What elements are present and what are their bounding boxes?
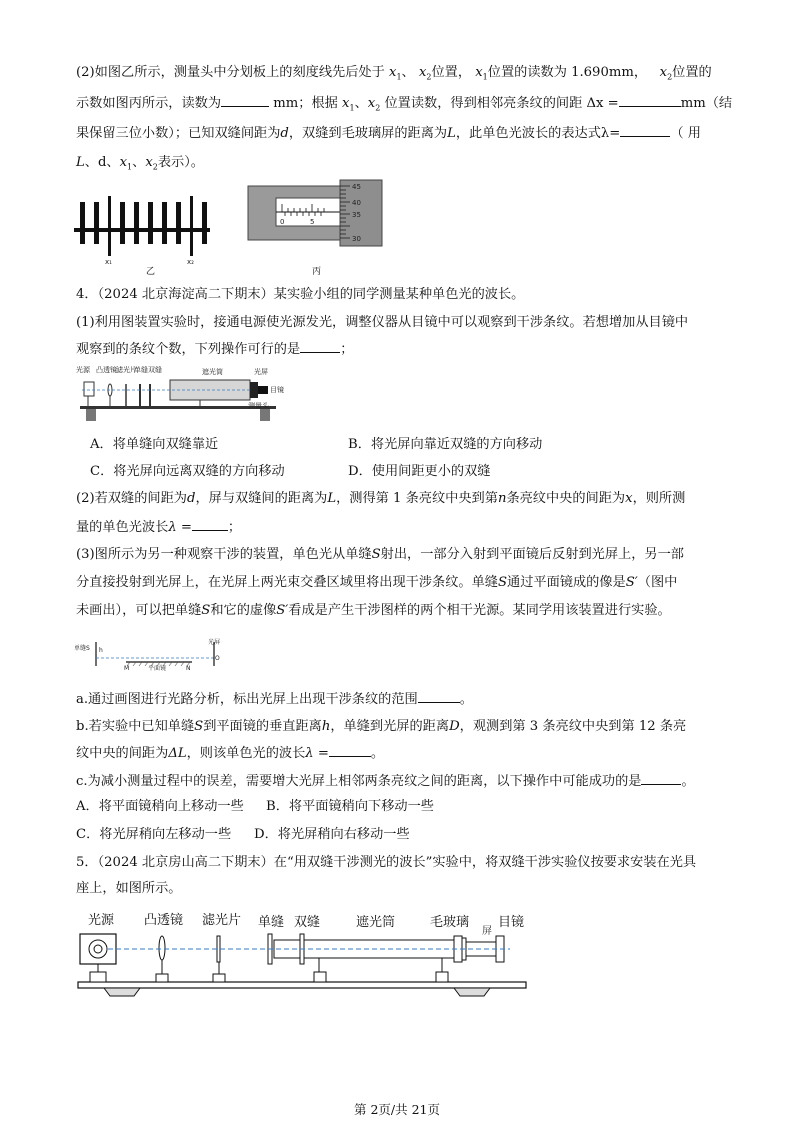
label-single-slit: 单缝 xyxy=(258,915,285,930)
q4-s1-line2: 观察到的条纹个数，下列操作可行的是 ； xyxy=(76,342,354,357)
thimble-35: 35 xyxy=(352,211,361,219)
q4-s3-line2: 分直接投射到光屏上，在光屏上两光束交叠区域里将出现干涉条纹。单缝S通过平面镜成的像是S′（图中 xyxy=(76,575,678,590)
q4-b-line2: 纹中央的间距为ΔL，则该单色光的波长λ = 。 xyxy=(76,746,385,761)
thimble xyxy=(340,180,382,246)
main-scale-0: 0 xyxy=(280,218,285,226)
svg-text:h: h xyxy=(99,647,103,654)
fig-label-yi: 乙 xyxy=(146,267,156,276)
bench-foot-left xyxy=(104,988,140,996)
label-convex-lens: 凸透镜 xyxy=(144,913,184,928)
page-footer: 第 2页/共 21页 xyxy=(353,1102,441,1117)
svg-text:平面镜: 平面镜 xyxy=(148,665,167,672)
bench-foot-right xyxy=(454,988,490,996)
q3-line2: 示数如图丙所示，读数为 mm；根据 $x_1$、$x_2$ 位置读数，得到相邻亮条纹的间距 Δx = mm（结 xyxy=(76,96,733,113)
svg-text:测量头: 测量头 xyxy=(248,402,269,410)
q4-a: a.通过画图进行光路分析，标出光屏上出现干涉条纹的范围 。 xyxy=(76,692,473,707)
answer-blank[interactable] xyxy=(300,340,340,353)
q4-s1-line1: (1)利用图装置实验时，接通电源使光源发光，调整仪器从目镜中可以观察到干涉条纹。若想增加从目镜中 xyxy=(76,315,689,330)
svg-text:凸透镜: 凸透镜 xyxy=(96,366,117,374)
mirror-figure xyxy=(74,638,220,672)
answer-blank[interactable] xyxy=(418,690,460,703)
q4-s2-line1: (2)若双缝的间距为d，屏与双缝间的距离为L，测得第 1 条亮纹中央到第n条亮纹中央的间距为x，则所测 xyxy=(76,491,686,506)
q3-line1: (2)如图乙所示，测量头中分划板上的刻度线先后处于 $x_1$、 $x_2$位置， $x_1$位置的读数为 1.690mm， $x_2$位置的 xyxy=(76,65,712,82)
q4-c-option-c[interactable]: C．将光屏稍向左移动一些 xyxy=(76,827,232,842)
convex-lens xyxy=(159,936,165,960)
q4-c: c.为减小测量过程中的误差，需要增大光屏上相邻两条亮纹之间的距离，以下操作中可能成功的是 。 xyxy=(76,774,695,789)
q4-option-a[interactable]: A．将单缝向双缝靠近 xyxy=(90,437,219,452)
filter xyxy=(217,936,220,962)
label-ground-glass: 毛玻璃 xyxy=(430,915,470,930)
svg-text:光屏: 光屏 xyxy=(254,368,268,376)
q4-s3-line3: 未画出），可以把单缝S和它的虚像S′看成是产生干涉图样的两个相干光源。某同学用该装置进行实验。 xyxy=(76,603,671,618)
q5-title-line1: 5．（2024 北京房山高二下期末）在“用双缝干涉测光的波长”实验中，将双缝干涉实验仪按要求安装在光具 xyxy=(76,855,697,870)
label-filter: 滤光片 xyxy=(202,913,242,928)
svg-text:光源: 光源 xyxy=(76,366,90,374)
fringe-bars xyxy=(80,196,207,256)
svg-text:单缝S: 单缝S xyxy=(74,645,90,652)
label-light-source: 光源 xyxy=(88,913,115,928)
micrometer-figure-bing xyxy=(246,178,392,280)
svg-text:遮光筒: 遮光筒 xyxy=(202,368,223,376)
svg-text:N: N xyxy=(186,665,191,672)
q4-c-option-d[interactable]: D．将光屏稍向右移动一些 xyxy=(254,827,410,842)
thimble-30: 30 xyxy=(352,235,361,243)
svg-text:M: M xyxy=(124,665,130,672)
svg-text:滤光片: 滤光片 xyxy=(116,366,137,374)
svg-text:O: O xyxy=(215,655,220,662)
q4-s3-line1: (3)图所示为另一种观察干涉的装置，单色光从单缝S射出，一部分入射到平面镜后反射到光屏上，另一部 xyxy=(76,547,684,562)
q5-title-line2: 座上，如图所示。 xyxy=(76,881,182,896)
label-double-slit: 双缝 xyxy=(294,915,321,930)
fringe-figure-yi xyxy=(70,188,220,276)
answer-blank[interactable] xyxy=(192,518,228,531)
svg-text:单缝: 单缝 xyxy=(134,366,148,374)
svg-text:目镜: 目镜 xyxy=(270,386,284,394)
label-eyepiece: 目镜 xyxy=(498,915,525,930)
main-scale-5: 5 xyxy=(310,218,315,226)
q4-option-b[interactable]: B．将光屏向靠近双缝的方向移动 xyxy=(348,437,543,452)
thimble-40: 40 xyxy=(352,199,361,207)
q4-s2-line2: 量的单色光波长λ = ； xyxy=(76,520,242,535)
answer-blank[interactable] xyxy=(641,772,681,785)
q4-title: 4．（2024 北京海淀高二下期末）某实验小组的同学测量某种单色光的波长。 xyxy=(76,287,525,302)
q3-line3: 果保留三位小数）；已知双缝间距为d，双缝到毛玻璃屏的距离为L，此单色光波长的表达式λ= （ 用 xyxy=(76,126,701,141)
apparatus-figure-large xyxy=(74,906,534,1010)
q4-c-option-b[interactable]: B．将平面镜稍向下移动一些 xyxy=(266,799,434,814)
answer-blank[interactable] xyxy=(620,124,670,137)
thimble-45: 45 xyxy=(352,183,361,191)
optical-bench xyxy=(78,982,526,988)
q4-c-option-a[interactable]: A．将平面镜稍向上移动一些 xyxy=(76,799,244,814)
answer-blank[interactable] xyxy=(221,94,269,107)
q3-line4: L、d、$x_1$、$x_2$表示）。 xyxy=(76,155,204,172)
answer-blank[interactable] xyxy=(329,744,371,757)
svg-text:光屏: 光屏 xyxy=(208,639,220,646)
answer-blank[interactable] xyxy=(619,94,681,107)
svg-text:双缝: 双缝 xyxy=(148,366,162,374)
x2-label: x₂ xyxy=(187,258,194,266)
apparatus-figure-small xyxy=(74,362,284,426)
q4-option-d[interactable]: D．使用间距更小的双缝 xyxy=(348,464,491,479)
fig-label-bing: 丙 xyxy=(312,267,322,277)
label-screen: 屏 xyxy=(482,926,492,937)
label-shade-tube: 遮光筒 xyxy=(356,915,396,930)
q4-option-c[interactable]: C．将光屏向远离双缝的方向移动 xyxy=(90,464,285,479)
q4-b-line1: b.若实验中已知单缝S到平面镜的垂直距离h，单缝到光屏的距离D，观测到第 3 条亮纹中央到第 12 条亮 xyxy=(76,719,687,734)
x1-label: x₁ xyxy=(105,258,112,266)
